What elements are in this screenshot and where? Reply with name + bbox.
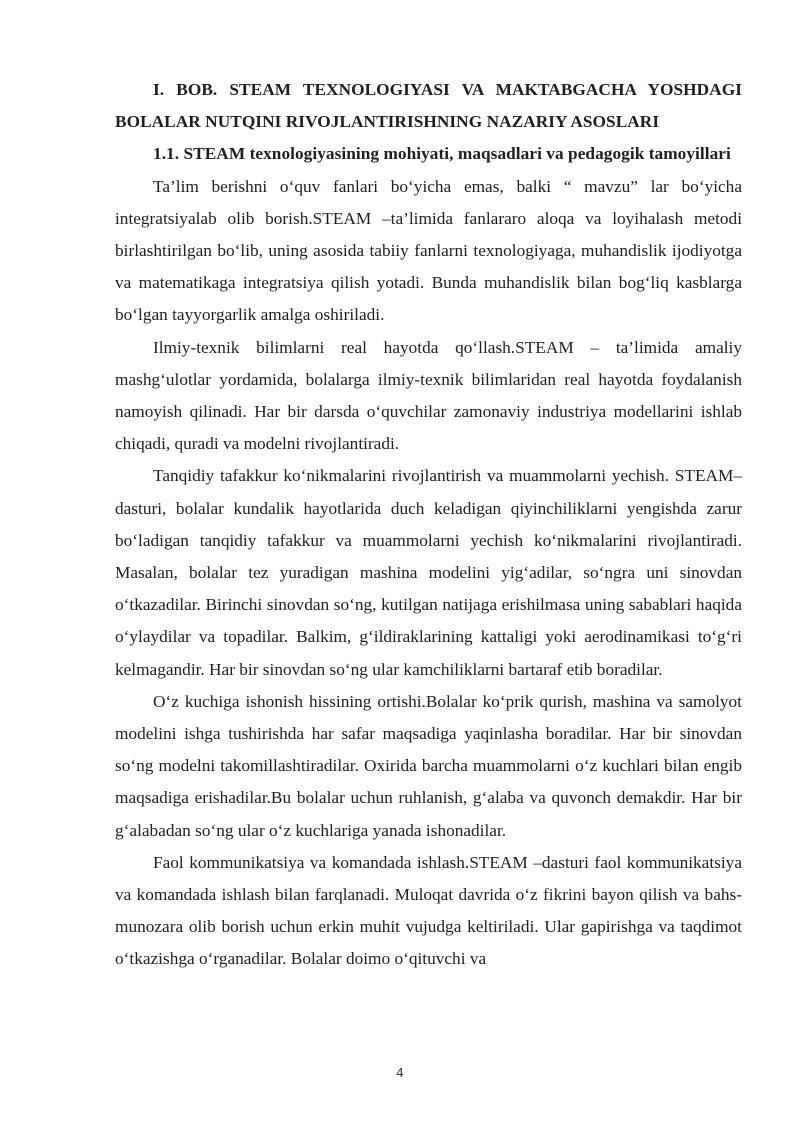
page-body [115,74,742,976]
page-number: 4 [396,1066,404,1080]
section-title: 1.1. STEAM texnologiyasining mohiyati, maqsadlari va pedagogik tamoyillari [153,144,731,164]
chapter-title: I. BOB. STEAM TEXNOLOGIYASI VA MAKTABGACHA YOSHDAGI BOLALAR NUTQINI RIVOJLANTIRISHNING NAZARIY ASOSLARI [115,80,742,132]
paragraph: Ta’lim berishni o‘quv fanlari bo‘yicha emas, balki “ mavzu” lar bo‘yicha integratsiyalab olib borish.STEAM –ta’limida fanlararo aloqa va loyihalash metodi birlashtirilgan bo‘lib, uning asosida tabiiy fanlarni texnologiyaga, muhandislik ijodiyotga va matematikaga integratsiya qilish yotadi. Bunda muhandislik bilan bog‘liq kasblarga bo‘lgan tayyorgarlik amalga oshiriladi. [115,176,742,325]
paragraph: Faol kommunikatsiya va komandada ishlash.STEAM –dasturi faol kommunikatsiya va komandada ishlash bilan farqlanadi. Muloqat davrida o‘z fikrini bayon qilish va bahs- munozara olib borish uchun erkin muhit vujudga keltiriladi. Ular gapirishga va taqdimot o‘tkazishga o‘rganadilar. Bolalar doimo o‘qituvchi va [115,852,742,969]
paragraph: Ilmiy-texnik bilimlarni real hayotda qo‘llash.STEAM – ta’limida amaliy mashg‘ulotlar yordamida, bolalarga ilmiy-texnik bilimlaridan real hayotda foydalanish namoyish qilinadi. Har bir darsda o‘quvchilar zamonaviy industriya modellarini ishlab chiqadi, quradi va modelni rivojlantiradi. [115,337,742,454]
paragraph: O‘z kuchiga ishonish hissining ortishi.Bolalar ko‘prik qurish, mashina va samolyot modelini ishga tushirishda har safar maqsadiga yaqinlasha boradilar. Har bir sinovdan so‘ng modelni takomillashtiradilar. Oxirida barcha muammolarni o‘z kuchlari bilan engib maqsadiga erishadilar.Bu bolalar uchun ruhlanish, g‘alaba va quvonch demakdir. Har bir g‘alabadan so‘ng ular o‘z kuchlariga yanada ishonadilar. [115,691,742,840]
paragraph: Tanqidiy tafakkur ko‘nikmalarini rivojlantirish va muammolarni yechish. STEAM–dasturi, bolalar kundalik hayotlarida duch keladigan qiyinchiliklarni yengishda zarur bo‘ladigan tanqidiy tafakkur va muammolarni yechish ko‘nikmalarini rivojlantiradi. Masalan, bolalar tez yuradigan mashina modelini yig‘adilar, so‘ngra uni sinovdan o‘tkazadilar. Birinchi sinovdan so‘ng, kutilgan natijaga erishilmasa uning sabablari haqida o‘ylaydilar va topadilar. Balkim, g‘ildiraklarining kattaligi yoki aerodinamikasi to‘g‘ri kelmagandir. Har bir sinovdan so‘ng ular kamchiliklarni bartaraf etib boradilar. [115,466,742,679]
